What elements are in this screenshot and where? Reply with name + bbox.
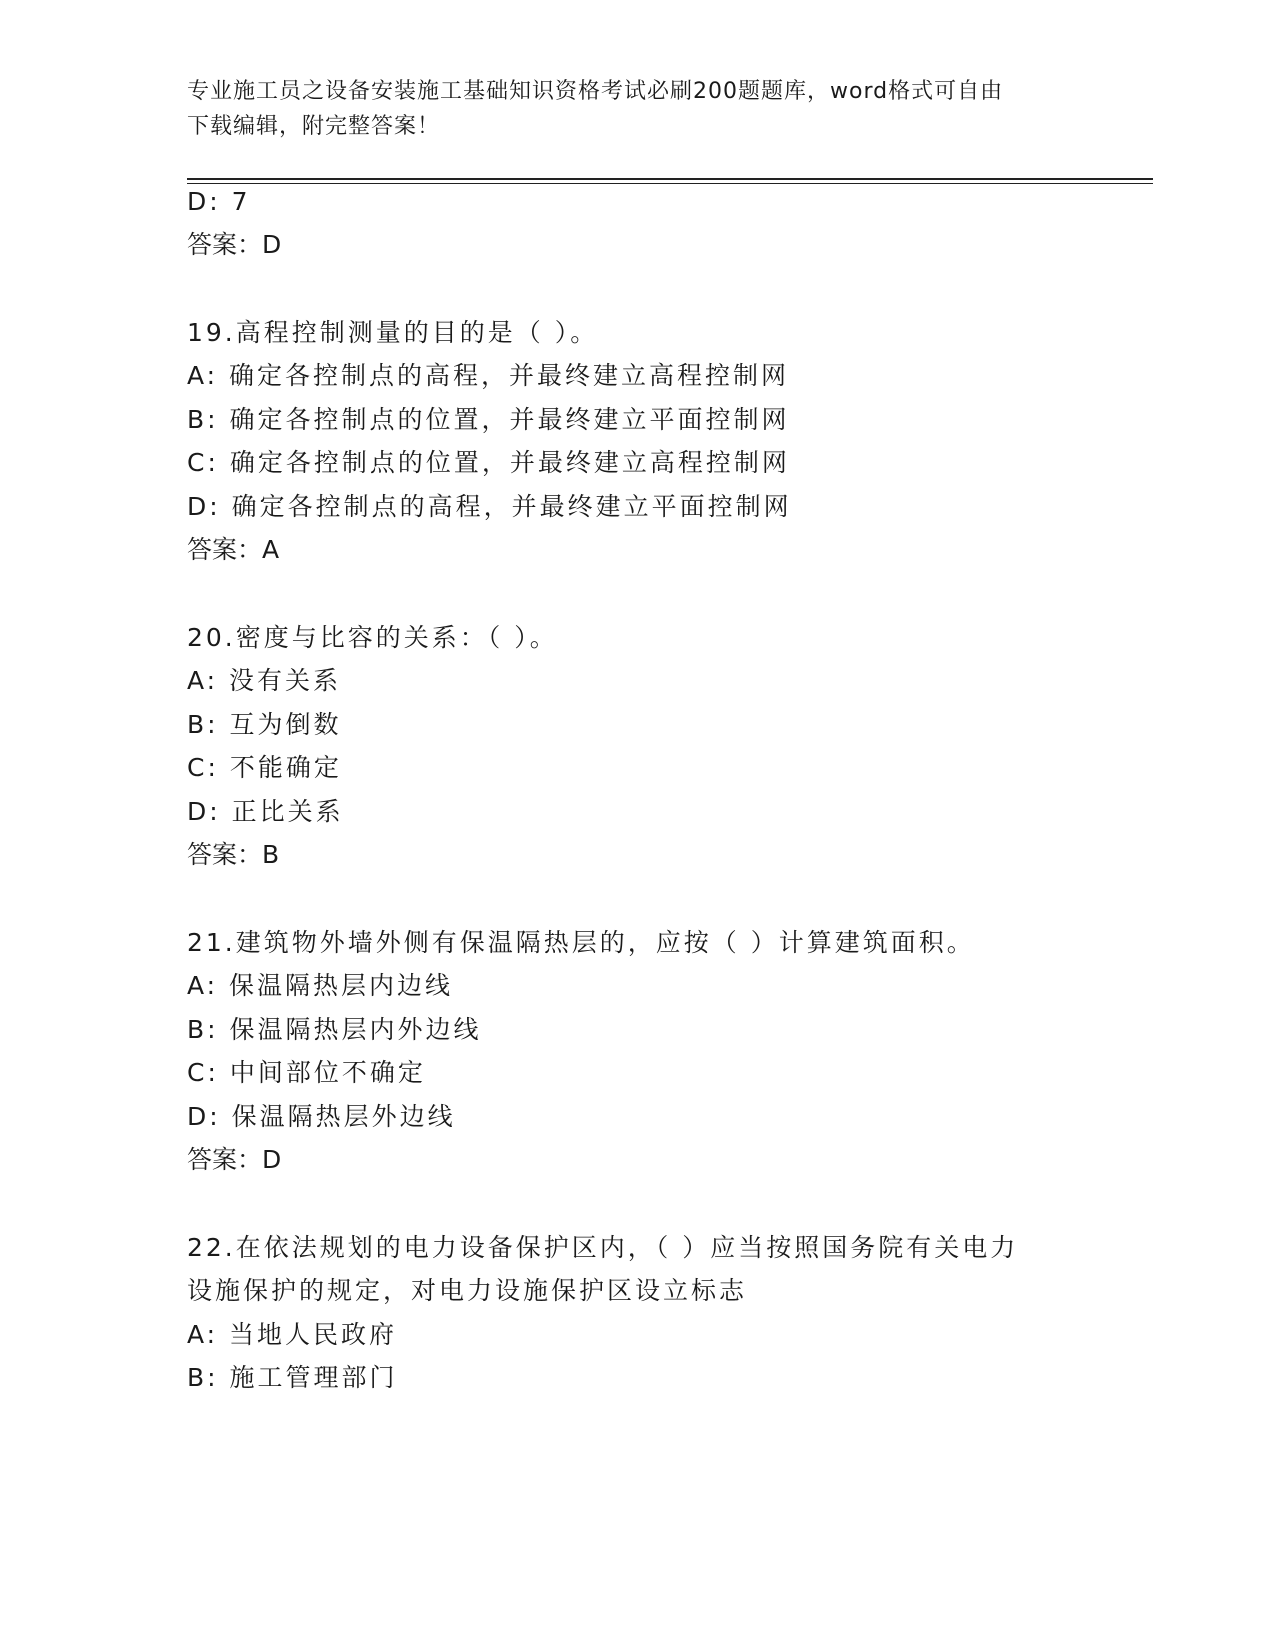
q21-option-d: D: 保温隔热层外边线 [187, 1102, 456, 1131]
header-divider-thin [187, 183, 1153, 184]
q22-option-a: A: 当地人民政府 [187, 1320, 398, 1349]
q20-answer: 答案：B [187, 840, 280, 869]
q19-option-c: C: 确定各控制点的位置，并最终建立高程控制网 [187, 448, 790, 477]
q22-option-b: B: 施工管理部门 [187, 1363, 398, 1392]
q20-option-b: B: 互为倒数 [187, 710, 342, 739]
document-header [187, 74, 1087, 144]
q22-stem-line-2: 设施保护的规定，对电力设施保护区设立标志 [187, 1276, 748, 1305]
q20-option-c: C: 不能确定 [187, 753, 342, 782]
header-line-2: 下载编辑，附完整答案！ [187, 114, 441, 139]
q21-option-b: B: 保温隔热层内外边线 [187, 1015, 482, 1044]
header-line-1: 专业施工员之设备安装施工基础知识资格考试必刷200题题库，word格式可自由 [187, 79, 1004, 104]
q21-stem: 21.建筑物外墙外侧有保温隔热层的，应按（ ）计算建筑面积。 [187, 928, 975, 957]
q21-answer: 答案：D [187, 1145, 282, 1174]
q21-option-a: A: 保温隔热层内边线 [187, 971, 454, 1000]
q20-stem: 20.密度与比容的关系：（ ）。 [187, 623, 558, 652]
q19-option-b: B: 确定各控制点的位置，并最终建立平面控制网 [187, 405, 790, 434]
q20-option-d: D: 正比关系 [187, 797, 344, 826]
q19-answer: 答案：A [187, 535, 280, 564]
q19-stem: 19.高程控制测量的目的是（ ）。 [187, 318, 599, 347]
q20-option-a: A: 没有关系 [187, 666, 342, 695]
q19-option-a: A: 确定各控制点的高程，并最终建立高程控制网 [187, 361, 790, 390]
q21-option-c: C: 中间部位不确定 [187, 1058, 426, 1087]
header-divider-thick [187, 178, 1153, 180]
q22-stem-line-1: 22.在依法规划的电力设备保护区内，（ ）应当按照国务院有关电力 [187, 1233, 1019, 1262]
prev-answer: 答案：D [187, 230, 282, 259]
q19-option-d: D: 确定各控制点的高程，并最终建立平面控制网 [187, 492, 792, 521]
prev-option-d: D: 7 [187, 187, 251, 216]
